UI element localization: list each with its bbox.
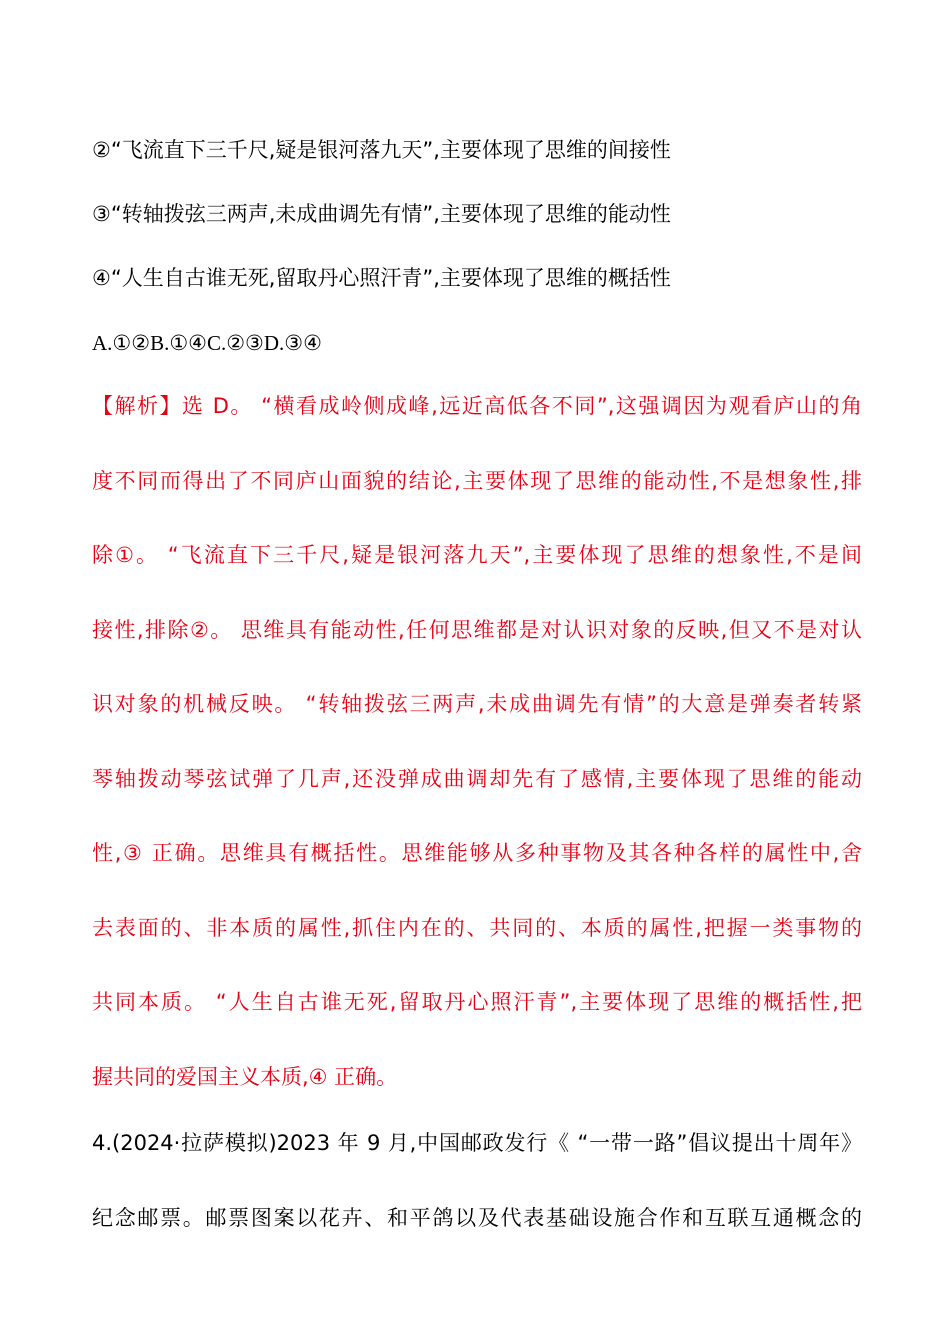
analysis-line: 性,③ 正确。思维具有概括性。思维能够从多种事物及其各种各样的属性中,舍: [92, 841, 862, 865]
question-line: 纪念邮票。邮票图案以花卉、和平鸽以及代表基础设施合作和互联互通概念的: [92, 1206, 862, 1230]
option-3: ③“转轴拨弦三两声,未成曲调先有情”,主要体现了思维的能动性: [92, 202, 671, 226]
analysis-line: 共同本质。 “人生自古谁无死,留取丹心照汗青”,主要体现了思维的概括性,把: [92, 990, 862, 1014]
analysis-line: 【解析】选 D。 “横看成岭侧成峰,远近高低各不同”,这强调因为观看庐山的角: [92, 394, 862, 418]
analysis-line: 握共同的爱国主义本质,④ 正确。: [92, 1065, 398, 1089]
analysis-line: 去表面的、非本质的属性,抓住内在的、共同的、本质的属性,把握一类事物的: [92, 916, 862, 940]
option-4: ④“人生自古谁无死,留取丹心照汗青”,主要体现了思维的概括性: [92, 266, 671, 290]
answer-choices: A.①②B.①④C.②③D.③④: [92, 331, 322, 355]
analysis-line: 识对象的机械反映。 “转轴拨弦三两声,未成曲调先有情”的大意是弹奏者转紧: [92, 692, 862, 716]
analysis-line: 琴轴拨动琴弦试弹了几声,还没弹成曲调却先有了感情,主要体现了思维的能动: [92, 767, 862, 791]
analysis-line: 度不同而得出了不同庐山面貌的结论,主要体现了思维的能动性,不是想象性,排: [92, 469, 862, 493]
option-2: ②“飞流直下三千尺,疑是银河落九天”,主要体现了思维的间接性: [92, 138, 671, 162]
question-line: 4.(2024·拉萨模拟)2023 年 9 月,中国邮政发行《 “一带一路”倡议提出十周年》: [92, 1131, 862, 1155]
analysis-line: 接性,排除②。 思维具有能动性,任何思维都是对认识对象的反映,但又不是对认: [92, 618, 862, 642]
analysis-line: 除①。 “飞流直下三千尺,疑是银河落九天”,主要体现了思维的想象性,不是间: [92, 543, 862, 567]
